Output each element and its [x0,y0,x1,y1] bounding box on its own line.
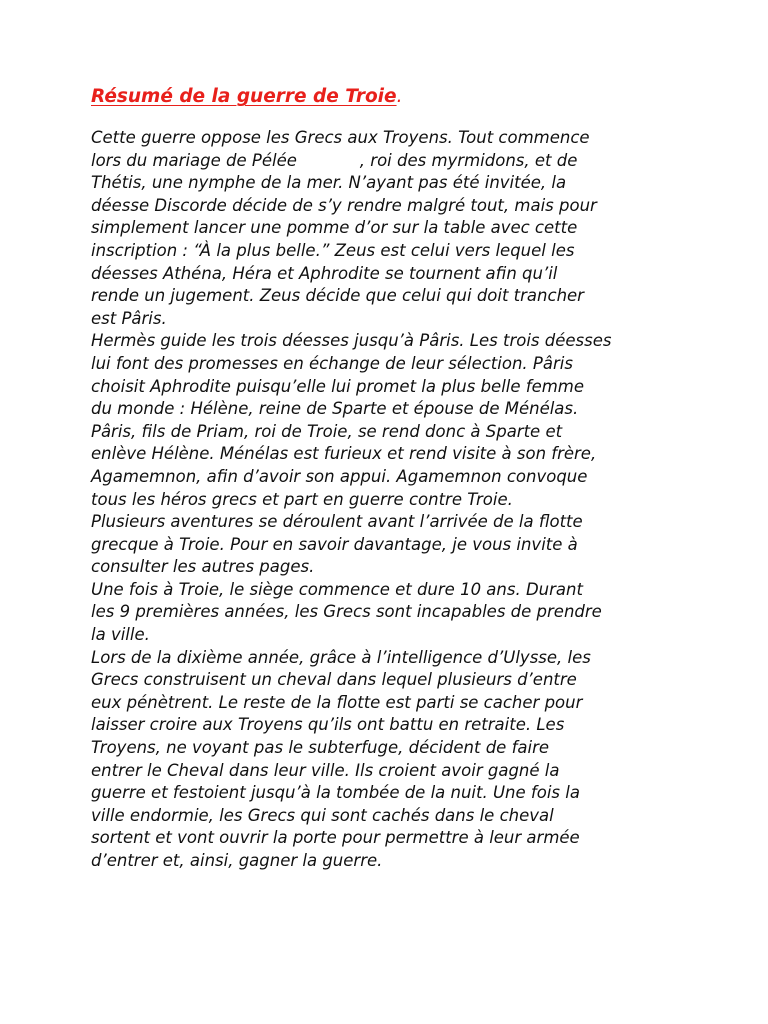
body-line: du monde : Hélène, reine de Sparte et épouse de Ménélas. [91,399,579,419]
document-body [91,127,681,873]
body-line: Agamemnon, afin d’avoir son appui. Agamemnon convoque [91,466,588,486]
body-line: lors du mariage de Pélée , roi des myrmidons, et de [91,150,578,170]
body-line: inscription : “À la plus belle.” Zeus est celui vers lequel les [91,240,575,260]
body-line: entrer le Cheval dans leur ville. Ils croient avoir gagné la [91,760,560,780]
body-line: déesses Athéna, Héra et Aphrodite se tournent afin qu’il [91,263,558,283]
body-line: sortent et vont ouvrir la porte pour permettre à leur armée [91,828,580,848]
body-line: tous les héros grecs et part en guerre contre Troie. [91,489,513,509]
title-punctuation: . [396,86,403,107]
body-line: Plusieurs aventures se déroulent avant l’arrivée de la flotte [91,512,583,532]
body-line: enlève Hélène. Ménélas est furieux et rend visite à son frère, [91,444,597,464]
body-line: grecque à Troie. Pour en savoir davantage, je vous invite à [91,534,578,554]
document-title [91,84,402,110]
body-line: consulter les autres pages. [91,557,315,577]
body-line: Lors de la dixième année, grâce à l’intelligence d’Ulysse, les [91,647,591,667]
body-line: Cette guerre oppose les Grecs aux Troyens. Tout commence [91,128,590,147]
body-line: rende un jugement. Zeus décide que celui qui doit trancher [91,286,584,306]
body-line: guerre et festoient jusqu’à la tombée de la nuit. Une fois la [91,783,580,803]
body-line: la ville. [91,625,150,645]
body-line: les 9 premières années, les Grecs sont incapables de prendre [91,602,602,622]
body-line: déesse Discorde décide de s’y rendre malgré tout, mais pour [91,195,597,215]
body-line: Grecs construisent un cheval dans lequel plusieurs d’entre [91,670,577,690]
body-line: ville endormie, les Grecs qui sont cachés dans le cheval [91,805,554,825]
body-line: choisit Aphrodite puisqu’elle lui promet la plus belle femme [91,376,585,396]
body-line: Hermès guide les trois déesses jusqu’à Pâris. Les trois déesses [91,331,612,351]
body-line: est Pâris. [91,308,167,328]
body-line: Une fois à Troie, le siège commence et dure 10 ans. Durant [91,579,583,599]
body-line: d’entrer et, ainsi, gagner la guerre. [91,851,383,870]
title-text: Résumé de la guerre de Troie [91,86,397,107]
body-line: simplement lancer une pomme d’or sur la table avec cette [91,218,578,238]
body-line: eux pénètrent. Le reste de la flotte est parti se cacher pour [91,692,583,712]
body-line: Thétis, une nymphe de la mer. N’ayant pas été invitée, la [91,173,567,193]
body-line: Pâris, fils de Priam, roi de Troie, se rend donc à Sparte et [91,421,563,441]
body-line: laisser croire aux Troyens qu’ils ont battu en retraite. Les [91,715,565,735]
body-line: lui font des promesses en échange de leur sélection. Pâris [91,353,573,373]
body-line: Troyens, ne voyant pas le subterfuge, décident de faire [91,738,550,758]
